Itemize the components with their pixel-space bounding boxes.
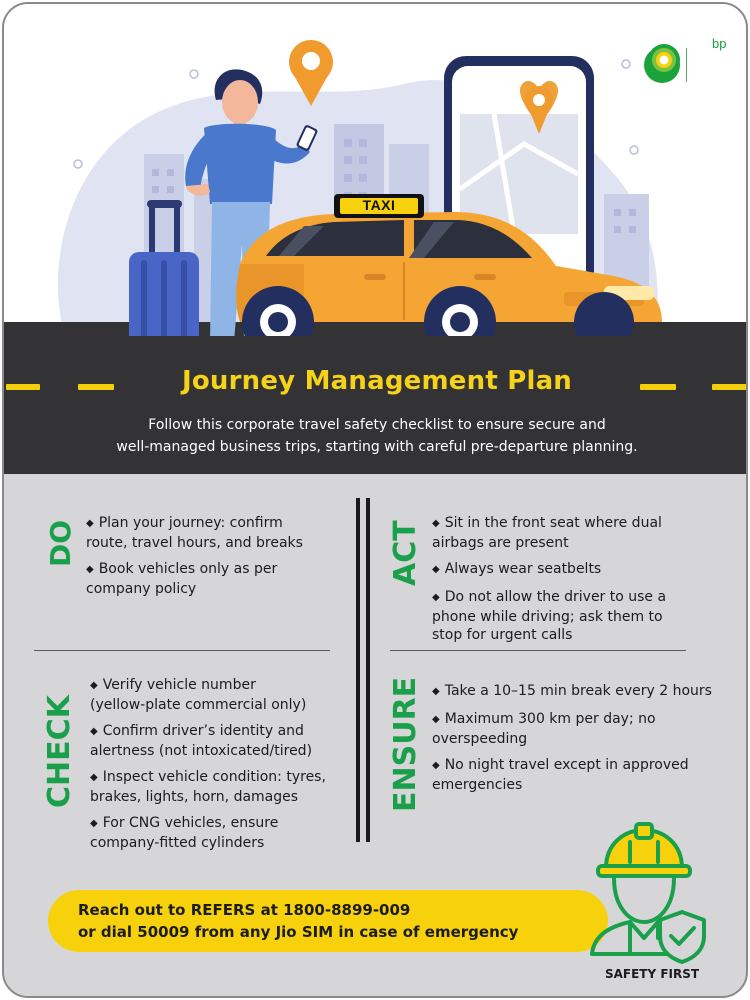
list-item-text: airbags are present <box>432 535 569 551</box>
center-divider-right <box>366 498 370 842</box>
page-subtitle <box>24 414 730 458</box>
act-list <box>432 514 728 652</box>
road-dash <box>640 384 676 390</box>
list-item: ◆ No night travel except in approved emergencies <box>432 757 689 793</box>
list-item-text: No night travel except in approved <box>444 757 689 773</box>
list-item: ◆ For CNG vehicles, ensure company-fitted cylinders <box>90 815 279 851</box>
road-dash <box>6 384 40 390</box>
list-item-text: Maximum 300 km per day; no <box>444 711 656 727</box>
list-item-text: (yellow-plate commercial only) <box>90 697 307 713</box>
list-item-text: phone while driving; ask them to <box>432 609 663 625</box>
list-item-text: Always wear seatbelts <box>444 561 602 577</box>
contact-line: Reach out to REFERS at 1800-8899-009 <box>78 901 411 919</box>
jio-bp-logo <box>644 38 734 90</box>
do-list <box>86 514 348 606</box>
list-item-text: brakes, lights, horn, damages <box>90 789 299 805</box>
list-item-text: Verify vehicle number <box>102 677 256 693</box>
row-divider-left <box>34 650 330 651</box>
list-item-text: Inspect vehicle condition: tyres, <box>102 769 326 785</box>
taxi-scene-illustration <box>4 4 748 336</box>
logo-divider <box>686 48 687 82</box>
safety-first-badge: SAFETY FIRST <box>604 967 700 981</box>
check-list <box>90 676 352 860</box>
page-title: Journey Management Plan <box>181 366 573 396</box>
emergency-contact-text <box>78 899 518 943</box>
list-item: ◆ Plan your journey: confirm route, travel hours, and breaks <box>86 515 303 551</box>
hero-illustration <box>4 4 748 336</box>
list-item-text: company policy <box>86 581 197 597</box>
list-item-text: For CNG vehicles, ensure <box>102 815 279 831</box>
list-item: ◆ Maximum 300 km per day; no overspeeding <box>432 711 656 747</box>
subtitle-line: Follow this corporate travel safety checklist to ensure secure and <box>148 417 606 433</box>
taxi-sign-label: TAXI <box>362 197 396 213</box>
list-item: ◆ Confirm driver’s identity and alertness (not intoxicated/tired) <box>90 723 313 759</box>
safety-worker-icon <box>574 822 734 968</box>
list-item: ◆ Verify vehicle number (yellow-plate commercial only) <box>90 677 307 713</box>
list-item-text: stop for urgent calls <box>432 627 573 643</box>
list-item-text: company-fitted cylinders <box>90 835 265 851</box>
section-label-check: CHECK <box>42 695 77 808</box>
list-item-text: Plan your journey: confirm <box>98 515 283 531</box>
list-item-text: Book vehicles only as per <box>98 561 278 577</box>
list-item: ◆ Do not allow the driver to use a phone while driving; ask them to stop for urgent calls <box>432 589 667 643</box>
bp-helios-icon <box>644 38 684 78</box>
list-item: ◆ Sit in the front seat where dual airbags are present <box>432 515 662 551</box>
road-dash <box>712 384 748 390</box>
road-dash <box>78 384 114 390</box>
list-item-text: overspeeding <box>432 731 528 747</box>
list-item-text: emergencies <box>432 777 523 793</box>
list-item-text: alertness (not intoxicated/tired) <box>90 743 313 759</box>
list-item-text: Sit in the front seat where dual <box>444 515 662 531</box>
list-item-text: route, travel hours, and breaks <box>86 535 303 551</box>
center-divider-left <box>356 498 360 842</box>
list-item: ◆ Take a 10–15 min break every 2 hours <box>432 683 712 699</box>
section-label-ensure: ENSURE <box>388 676 423 812</box>
list-item: ◆ Book vehicles only as per company policy <box>86 561 278 597</box>
list-item: ◆ Inspect vehicle condition: tyres, brakes, lights, horn, damages <box>90 769 326 805</box>
list-item-text: Take a 10–15 min break every 2 hours <box>444 683 712 699</box>
list-item-text: Confirm driver’s identity and <box>102 723 304 739</box>
list-item-text: Do not allow the driver to use a <box>444 589 667 605</box>
bp-logo-text: bp <box>712 36 727 51</box>
contact-line: or dial 50009 from any Jio SIM in case of emergency <box>78 923 519 941</box>
infographic-card <box>2 2 748 998</box>
ensure-list <box>432 682 732 802</box>
section-label-act: ACT <box>388 520 423 586</box>
section-label-do: DO <box>44 519 77 567</box>
subtitle-line: well-managed business trips, starting with careful pre-departure planning. <box>116 439 638 455</box>
list-item: ◆ Always wear seatbelts <box>432 561 602 577</box>
